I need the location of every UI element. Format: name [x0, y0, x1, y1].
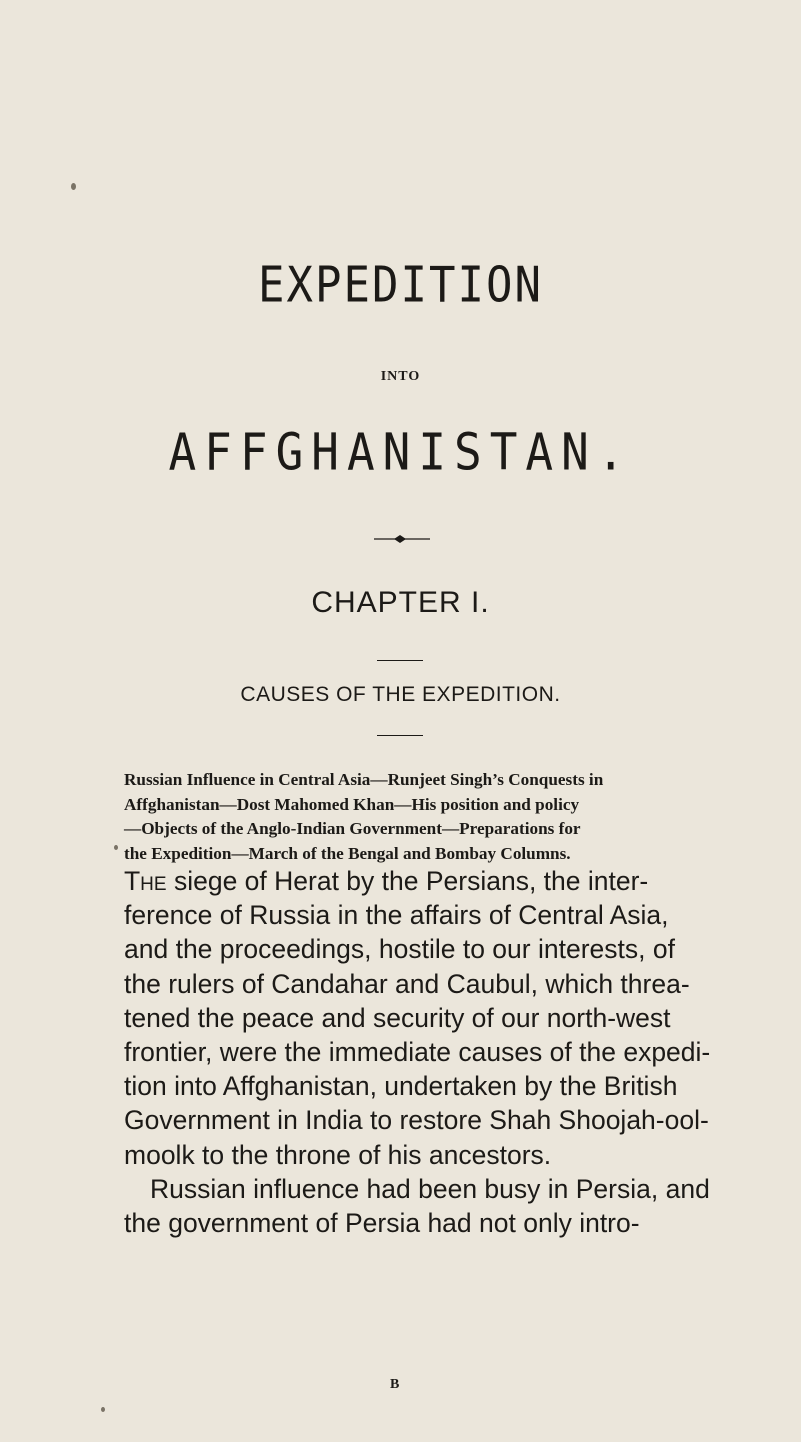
body-line: moolk to the throne of his ancestors. — [124, 1139, 552, 1170]
body-paragraphs — [124, 864, 788, 1240]
diamond-ornament-icon — [372, 533, 432, 545]
chapter-heading: CHAPTER I. — [311, 586, 490, 619]
synopsis-line: —Objects of the Anglo-Indian Government—Preparations for — [124, 819, 581, 839]
body-line: tion into Affghanistan, undertaken by the British — [124, 1071, 678, 1102]
body-line: ference of Russia in the affairs of Central Asia, — [124, 900, 669, 931]
body-line: Russian influence had been busy in Persia, and — [150, 1173, 710, 1204]
body-line — [124, 864, 788, 898]
title-into: INTO — [380, 369, 421, 384]
body-line: the government of Persia had not only intro- — [124, 1208, 640, 1239]
body-line: tened the peace and security of our north-west — [124, 1002, 671, 1033]
opening-word: The — [124, 866, 167, 896]
body-line: and the proceedings, hostile to our interests, of — [124, 934, 675, 965]
title-expedition: EXPEDITION — [258, 256, 543, 314]
body-line: Government in India to restore Shah Shoojah-ool- — [124, 1105, 709, 1136]
synopsis-line: Affghanistan—Dost Mahomed Khan—His position and policy — [124, 794, 580, 814]
body-line: frontier, were the immediate causes of the expedi- — [124, 1037, 711, 1068]
title-affghanistan: AFFGHANISTAN. — [168, 422, 633, 482]
chapter-subtitle: CAUSES OF THE EXPEDITION. — [240, 683, 561, 706]
ink-speck — [101, 1407, 105, 1412]
chapter-synopsis — [124, 768, 782, 866]
ink-speck — [114, 845, 118, 850]
ink-speck — [71, 183, 76, 190]
body-line-text: siege of Herat by the Persians, the inter- — [166, 866, 649, 896]
body-line: the rulers of Candahar and Caubul, which threa- — [124, 968, 690, 999]
divider-rule — [377, 660, 423, 661]
synopsis-line: the Expedition—March of the Bengal and Bombay Columns. — [124, 843, 571, 863]
divider-rule — [377, 735, 423, 736]
signature-mark: B — [390, 1377, 400, 1392]
synopsis-line: Russian Influence in Central Asia—Runjeet Singh’s Conquests in — [124, 770, 604, 789]
